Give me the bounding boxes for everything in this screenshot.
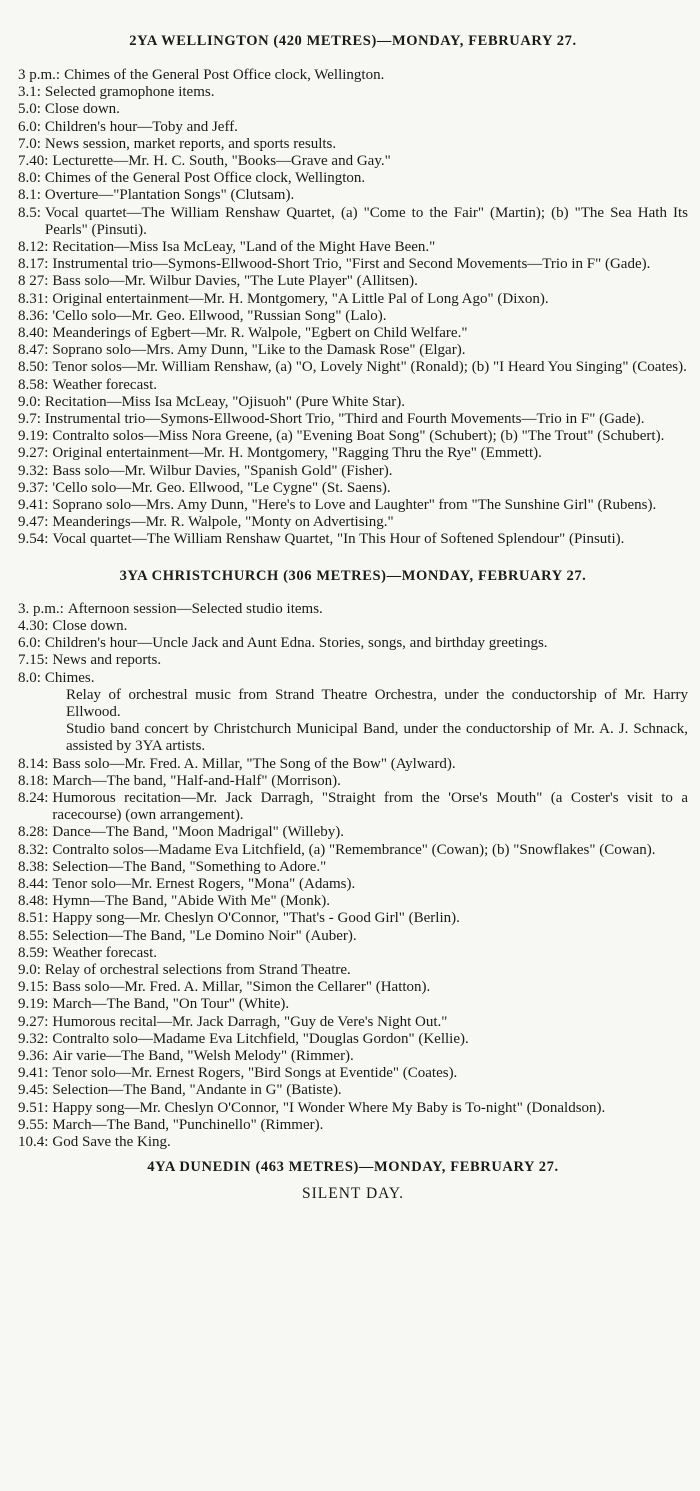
- programme-item: [18, 463, 688, 480]
- programme-item: [18, 1100, 688, 1117]
- programme-time: 9.7:: [18, 411, 41, 428]
- programme-time: 3.1:: [18, 84, 41, 101]
- section-heading-wellington: 2YA WELLINGTON (420 METRES)—MONDAY, FEBRUARY 27.: [129, 33, 577, 49]
- programme-item: [18, 859, 688, 876]
- programme-item: [18, 635, 688, 652]
- programme-description: Children's hour—Toby and Jeff.: [44, 118, 238, 135]
- programme-item: [18, 945, 688, 962]
- programme-item: [18, 308, 688, 325]
- programme-item: [18, 205, 688, 239]
- programme-description: God Save the King.: [52, 1133, 171, 1150]
- programme-description: Contralto solos—Miss Nora Greene, (a) "Evening Boat Song" (Schubert); (b) "The Trout" (Schubert).: [52, 428, 665, 445]
- programme-time: 8.14:: [18, 755, 49, 772]
- programme-time: 8.44:: [18, 875, 49, 892]
- programme-description: Meanderings of Egbert—Mr. R. Walpole, "Egbert on Child Welfare.": [52, 325, 468, 342]
- programme-item: [18, 325, 688, 342]
- programme-list-christchurch: [18, 601, 688, 1152]
- programme-description: Weather forecast.: [52, 376, 157, 393]
- programme-item: [18, 1014, 688, 1031]
- programme-item: [18, 1031, 688, 1048]
- programme-description: Tenor solo—Mr. Ernest Rogers, "Bird Songs at Eventide" (Coates).: [52, 1065, 458, 1082]
- programme-description: Bass solo—Mr. Wilbur Davies, "Spanish Gold" (Fisher).: [52, 462, 393, 479]
- programme-item: [18, 411, 688, 428]
- programme-item: [18, 136, 688, 153]
- programme-time: 7.15:: [18, 652, 49, 669]
- programme-item: [18, 1048, 688, 1065]
- programme-time: 9.47:: [18, 514, 49, 531]
- programme-item: [18, 1082, 688, 1099]
- programme-item: [18, 979, 688, 996]
- programme-time: 9.37:: [18, 479, 49, 496]
- programme-description: Humorous recitation—Mr. Jack Darragh, "Straight from the 'Orse's Mouth" (a Coster's visit to a racecourse) (own arrangement).: [52, 789, 688, 824]
- programme-time: 9.41:: [18, 1065, 49, 1082]
- programme-time: 8.5:: [18, 204, 41, 221]
- programme-description: Chimes of the General Post Office clock, Wellington.: [64, 67, 385, 83]
- programme-time: 8.24:: [18, 789, 49, 806]
- programme-item: [18, 910, 688, 927]
- programme-item: [18, 273, 688, 290]
- programme-description: 'Cello solo—Mr. Geo. Ellwood, "Le Cygne" (St. Saens).: [52, 479, 391, 496]
- programme-time: 8 27:: [18, 273, 49, 290]
- programme-description: March—The Band, "On Tour" (White).: [52, 996, 290, 1013]
- programme-description: Tenor solo—Mr. Ernest Rogers, "Mona" (Adams).: [52, 875, 356, 892]
- programme-time: 8.0:: [18, 170, 41, 187]
- programme-item: [18, 256, 688, 273]
- programme-description: Selected gramophone items.: [44, 84, 215, 101]
- programme-description: Selection—The Band, "Something to Adore.": [52, 858, 327, 875]
- programme-time: 3. p.m.:: [18, 600, 64, 617]
- programme-time: 8.0:: [18, 669, 41, 686]
- programme-time: 8.1:: [18, 187, 41, 204]
- programme-item: [18, 687, 688, 721]
- programme-item: [18, 842, 688, 859]
- programme-description: Relay of orchestral music from Strand Theatre Orchestra, under the conductorship of Mr. Harry Ellwood.: [66, 686, 688, 720]
- programme-time: 9.54:: [18, 531, 49, 548]
- programme-item: [18, 428, 688, 445]
- programme-time: 8.51:: [18, 910, 49, 927]
- programme-time: 9.15:: [18, 979, 49, 996]
- programme-time: 9.45:: [18, 1082, 49, 1099]
- programme-item: [18, 359, 688, 376]
- programme-item: [18, 652, 688, 669]
- programme-description: Contralto solos—Madame Eva Litchfield, (a) "Remembrance" (Cowan); (b) "Snowflakes" (Cowan).: [52, 841, 656, 858]
- programme-time: 8.47:: [18, 342, 49, 359]
- programme-time: 9.0:: [18, 393, 41, 410]
- programme-description: Happy song—Mr. Cheslyn O'Connor, "That's - Good Girl" (Berlin).: [52, 910, 460, 927]
- programme-item: [18, 170, 688, 187]
- programme-description: Contralto solo—Madame Eva Litchfield, "Douglas Gordon" (Kellie).: [52, 1030, 469, 1047]
- programme-time: 9.51:: [18, 1099, 49, 1116]
- programme-item: [18, 1117, 688, 1134]
- programme-description: Tenor solos—Mr. William Renshaw, (a) "O, Lovely Night" (Ronald); (b) "I Heard You Singing" (Coates).: [52, 359, 687, 376]
- programme-time: 5.0:: [18, 101, 41, 118]
- programme-item: [18, 1065, 688, 1082]
- programme-time: 8.32:: [18, 841, 49, 858]
- programme-item: [18, 773, 688, 790]
- programme-time: 9.0:: [18, 961, 41, 978]
- programme-description: Lecturette—Mr. H. C. South, "Books—Grave and Gay.": [52, 153, 391, 170]
- programme-time: 8.18:: [18, 772, 49, 789]
- programme-item: [18, 445, 688, 462]
- programme-item: [18, 342, 688, 359]
- programme-description: Chimes of the General Post Office clock, Wellington.: [44, 170, 366, 187]
- programme-description: Bass solo—Mr. Fred. A. Millar, "Simon the Cellarer" (Hatton).: [52, 979, 431, 996]
- programme-description: Instrumental trio—Symons-Ellwood-Short Trio, "Third and Fourth Movements—Trio in F" (Gade).: [44, 411, 645, 428]
- programme-description: Happy song—Mr. Cheslyn O'Connor, "I Wonder Where My Baby is To-night" (Donaldson).: [52, 1099, 606, 1116]
- programme-description: Recitation—Miss Isa McLeay, "Land of the Might Have Been.": [52, 239, 436, 256]
- programme-time: 8.31:: [18, 290, 49, 307]
- programme-item: [18, 1134, 688, 1151]
- programme-description: News session, market reports, and sports results.: [44, 135, 337, 152]
- programme-time: 6.0:: [18, 118, 41, 135]
- programme-time: 8.17:: [18, 256, 49, 273]
- programme-item: [18, 119, 688, 136]
- programme-time: 9.41:: [18, 497, 49, 514]
- programme-item: [18, 928, 688, 945]
- programme-description: Close down.: [44, 101, 120, 118]
- programme-description: News and reports.: [52, 652, 162, 669]
- programme-description: Vocal quartet—The William Renshaw Quartet, (a) "Come to the Fair" (Martin); (b) "The Sea Hath Its Pearls" (Pinsuti).: [44, 204, 688, 238]
- section-heading-christchurch: 3YA CHRISTCHURCH (306 METRES)—MONDAY, FEBRUARY 27.: [119, 567, 587, 584]
- programme-description: 'Cello solo—Mr. Geo. Ellwood, "Russian Song" (Lalo).: [52, 307, 387, 324]
- programme-description: Vocal quartet—The William Renshaw Quartet, "In This Hour of Softened Splendour" (Pinsuti).: [52, 531, 625, 548]
- programme-time: 6.0:: [18, 635, 41, 652]
- programme-time: 7.0:: [18, 135, 41, 152]
- programme-item: [18, 239, 688, 256]
- programme-description: Recitation—Miss Isa McLeay, "Ojisuoh" (Pure White Star).: [44, 393, 406, 410]
- programme-description: Meanderings—Mr. R. Walpole, "Monty on Advertising.": [52, 514, 394, 531]
- programme-item: [18, 84, 688, 101]
- programme-item: [18, 962, 688, 979]
- programme-description: Selection—The Band, "Le Domino Noir" (Auber).: [52, 927, 357, 944]
- programme-item: [18, 531, 688, 548]
- programme-item: [18, 824, 688, 841]
- programme-item: [18, 670, 688, 687]
- programme-item: [18, 618, 688, 635]
- programme-time: 8.12:: [18, 239, 49, 256]
- programme-item: [18, 101, 688, 118]
- programme-description: Dance—The Band, "Moon Madrigal" (Willeby).: [52, 824, 344, 841]
- programme-item: [18, 893, 688, 910]
- programme-item: [18, 996, 688, 1013]
- programme-description: Weather forecast.: [52, 944, 157, 961]
- programme-time: 10.4:: [18, 1133, 49, 1150]
- programme-description: Original entertainment—Mr. H. Montgomery, "A Little Pal of Long Ago" (Dixon).: [52, 290, 549, 307]
- programme-item: [18, 394, 688, 411]
- programme-description: Chimes.: [44, 669, 95, 686]
- programme-time: 8.50:: [18, 359, 49, 376]
- programme-time: 8.40:: [18, 325, 49, 342]
- programme-description: Hymn—The Band, "Abide With Me" (Monk).: [52, 893, 331, 910]
- programme-item: [18, 497, 688, 514]
- programme-item: [18, 721, 688, 755]
- programme-item: [18, 790, 688, 824]
- programme-item: [18, 480, 688, 497]
- programme-time: 8.48:: [18, 893, 49, 910]
- programme-time: 4.30:: [18, 617, 49, 634]
- programme-description: Selection—The Band, "Andante in G" (Batiste).: [52, 1082, 342, 1099]
- programme-time: 3 p.m.:: [18, 67, 61, 83]
- programme-item: [18, 876, 688, 893]
- programme-time: 9.32:: [18, 462, 49, 479]
- programme-time: 7.40:: [18, 153, 49, 170]
- programme-item: [18, 756, 688, 773]
- programme-time: 8.28:: [18, 824, 49, 841]
- programme-description: Bass solo—Mr. Wilbur Davies, "The Lute Player" (Allitsen).: [52, 273, 418, 290]
- programme-item: [18, 67, 688, 84]
- programme-time: 8.36:: [18, 307, 49, 324]
- programme-description: Humorous recital—Mr. Jack Darragh, "Guy de Vere's Night Out.": [52, 1013, 448, 1030]
- silent-day-note: SILENT DAY.: [301, 1185, 404, 1203]
- programme-description: Afternoon session—Selected studio items.: [67, 600, 323, 617]
- programme-time: 9.27:: [18, 1013, 49, 1030]
- programme-description: March—The Band, "Punchinello" (Rimmer).: [52, 1116, 324, 1133]
- programme-description: Soprano solo—Mrs. Amy Dunn, "Like to the Damask Rose" (Elgar).: [52, 342, 466, 359]
- programme-list-wellington: [18, 67, 688, 549]
- programme-description: Relay of orchestral selections from Strand Theatre.: [44, 961, 351, 978]
- programme-time: 8.58:: [18, 376, 49, 393]
- programme-time: 9.36:: [18, 1047, 49, 1064]
- programme-time: 9.55:: [18, 1116, 49, 1133]
- programme-description: Studio band concert by Christchurch Municipal Band, under the conductorship of Mr. A. J. Schnack, assisted by 3YA artists.: [66, 721, 688, 755]
- programme-time: 9.32:: [18, 1030, 49, 1047]
- programme-item: [18, 377, 688, 394]
- programme-time: 8.55:: [18, 927, 49, 944]
- programme-item: [18, 601, 688, 618]
- programme-description: Overture—"Plantation Songs" (Clutsam).: [44, 187, 295, 204]
- programme-description: March—The band, "Half-and-Half" (Morrison).: [52, 772, 341, 789]
- section-heading-dunedin: 4YA DUNEDIN (463 METRES)—MONDAY, FEBRUARY 27.: [147, 1159, 559, 1176]
- programme-time: 9.19:: [18, 996, 49, 1013]
- programme-description: Original entertainment—Mr. H. Montgomery, "Ragging Thru the Rye" (Emmett).: [52, 445, 542, 462]
- programme-item: [18, 514, 688, 531]
- programme-item: [18, 291, 688, 308]
- programme-time: 8.59:: [18, 944, 49, 961]
- programme-item: [18, 187, 688, 204]
- programme-description: Air varie—The Band, "Welsh Melody" (Rimmer).: [52, 1047, 354, 1064]
- programme-time: 9.19:: [18, 428, 49, 445]
- programme-time: 9.27:: [18, 445, 49, 462]
- programme-description: Bass solo—Mr. Fred. A. Millar, "The Song of the Bow" (Aylward).: [52, 755, 456, 772]
- programme-item: [18, 153, 688, 170]
- programme-description: Close down.: [52, 617, 128, 634]
- programme-time: 8.38:: [18, 858, 49, 875]
- programme-description: Children's hour—Uncle Jack and Aunt Edna. Stories, songs, and birthday greetings.: [44, 635, 548, 652]
- programme-description: Soprano solo—Mrs. Amy Dunn, "Here's to Love and Laughter" from "The Sunshine Girl" (Rubens).: [52, 497, 657, 514]
- programme-description: Instrumental trio—Symons-Ellwood-Short Trio, "First and Second Movements—Trio in F" (Gade).: [52, 256, 651, 273]
